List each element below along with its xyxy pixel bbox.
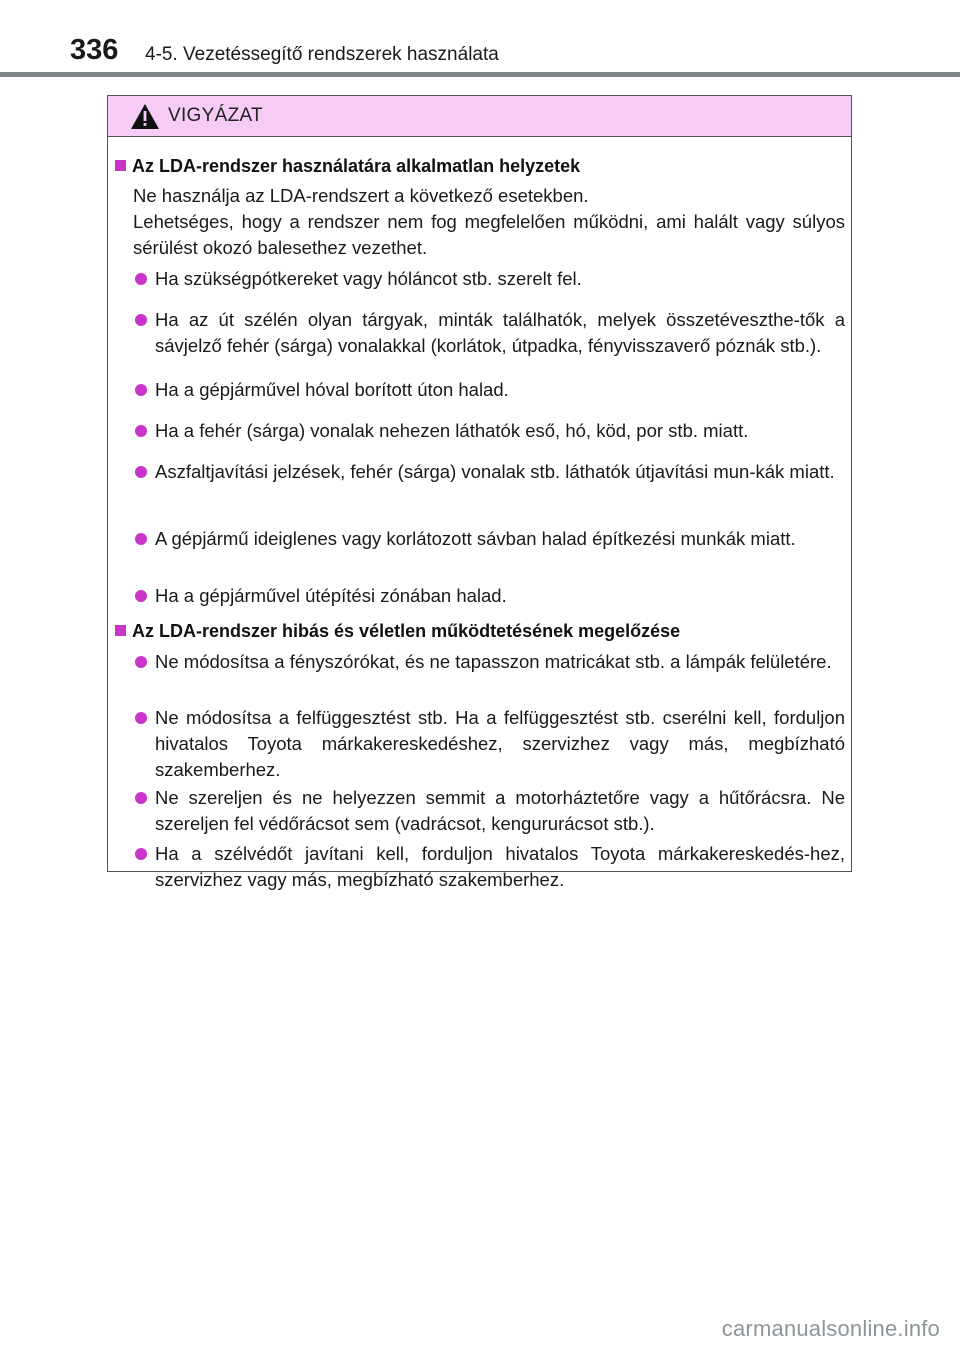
round-bullet-icon [135,425,147,437]
round-bullet-icon [135,656,147,668]
list-item: Aszfaltjavítási jelzések, fehér (sárga) vonalak stb. láthatók útjavítási mun-kák miatt. [133,459,845,485]
list-item: Ha az út szélén olyan tárgyak, minták találhatók, melyek összetéveszthe-tők a sávjelző fehér (sárga) vonalakkal (korlátok, útpadka, fényvisszaverő póznák stb.). [133,307,845,359]
list-item: A gépjármű ideiglenes vagy korlátozott sávban halad építkezési munkák miatt. [133,526,845,552]
caution-header [108,96,851,137]
list-item: Ha szükségpótkereket vagy hóláncot stb. szerelt fel. [133,266,845,292]
list-item: Ha a fehér (sárga) vonalak nehezen láthatók eső, hó, köd, por stb. miatt. [133,418,845,444]
round-bullet-icon [135,590,147,602]
round-bullet-icon [135,314,147,326]
list-item: Ha a gépjárművel útépítési zónában halad. [133,583,845,609]
section-title: Az LDA-rendszer használatára alkalmatlan helyzetek [115,156,580,177]
square-bullet-icon [115,160,126,171]
list-item: Ha a szélvédőt javítani kell, forduljon hivatalos Toyota márkakereskedés-hez, szervizhez vagy más, megbízható szakemberhez. [133,841,845,893]
round-bullet-icon [135,792,147,804]
round-bullet-icon [135,466,147,478]
intro-paragraph: Lehetséges, hogy a rendszer nem fog megfelelően működni, ami halált vagy súlyos sérülést okozó balesethez vezethet. [133,211,845,258]
page-number: 336 [70,34,119,66]
list-item: Ha a gépjárművel hóval borított úton halad. [133,377,845,403]
round-bullet-icon [135,712,147,724]
section-title: Az LDA-rendszer hibás és véletlen működtetésének megelőzése [115,621,680,642]
round-bullet-icon [135,533,147,545]
round-bullet-icon [135,848,147,860]
watermark: carmanualsonline.info [721,1316,940,1341]
list-item: Ne szereljen és ne helyezzen semmit a motorháztetőre vagy a hűtőrácsra. Ne szereljen fel védőrácsot sem (vadrácsot, kengururácsot stb.). [133,785,845,837]
warning-triangle-icon [130,103,160,130]
square-bullet-icon [115,625,126,636]
caution-title: VIGYÁZAT [168,105,263,126]
list-item: Ne módosítsa a felfüggesztést stb. Ha a felfüggesztést stb. cserélni kell, forduljon hivatalos Toyota márkakereskedéshez, szervizhez vagy más, megbízható szakemberhez. [133,705,845,783]
list-item: Ne módosítsa a fényszórókat, és ne tapasszon matricákat stb. a lámpák felületére. [133,649,845,675]
intro-line: Ne használja az LDA-rendszert a következő esetekben. [133,185,589,206]
caution-box [107,95,852,890]
round-bullet-icon [135,384,147,396]
running-header: 4-5. Vezetéssegítő rendszerek használata [145,44,499,65]
header-rule [0,72,960,77]
round-bullet-icon [135,273,147,285]
